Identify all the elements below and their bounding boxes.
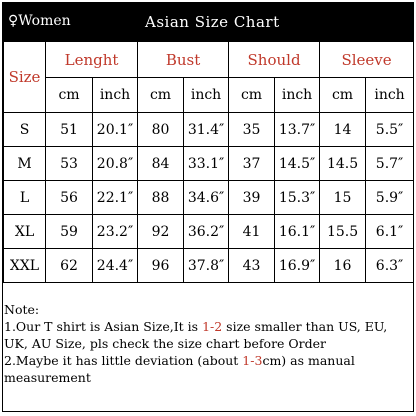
table-cell: 16.1″ — [275, 215, 320, 249]
size-table — [3, 41, 414, 283]
title-bar — [3, 3, 413, 41]
table-cell: 14 — [320, 113, 366, 147]
size-cell: L — [4, 181, 46, 215]
unit-inch: inch — [366, 78, 414, 113]
table-cell: 23.2″ — [93, 215, 138, 249]
size-cell: M — [4, 147, 46, 181]
table-cell: 6.1″ — [366, 215, 414, 249]
table-row — [4, 249, 414, 283]
table-cell: 84 — [138, 147, 184, 181]
table-cell: 36.2″ — [184, 215, 229, 249]
group-bust: Bust — [138, 42, 229, 78]
table-cell: 62 — [46, 249, 93, 283]
group-shoulder: Should — [229, 42, 320, 78]
note-line-1 — [4, 318, 410, 352]
table-cell: 41 — [229, 215, 275, 249]
chart-title: Asian Size Chart — [145, 13, 280, 31]
unit-cm: cm — [46, 78, 93, 113]
table-cell: 14.5″ — [275, 147, 320, 181]
group-sleeve: Sleeve — [320, 42, 414, 78]
note-text: 1.Our T shirt is Asian Size,It is — [4, 319, 203, 334]
table-cell: 35 — [229, 113, 275, 147]
size-header: Size — [4, 42, 46, 113]
note-highlight: 1-3 — [242, 353, 263, 368]
table-cell: 39 — [229, 181, 275, 215]
table-cell: 92 — [138, 215, 184, 249]
table-cell: 15 — [320, 181, 366, 215]
group-header-row — [4, 42, 414, 78]
table-cell: 14.5 — [320, 147, 366, 181]
table-cell: 56 — [46, 181, 93, 215]
size-cell: XL — [4, 215, 46, 249]
table-cell: 5.5″ — [366, 113, 414, 147]
table-cell: 16 — [320, 249, 366, 283]
unit-cm: cm — [138, 78, 184, 113]
table-cell: 96 — [138, 249, 184, 283]
table-cell: 34.6″ — [184, 181, 229, 215]
table-cell: 37 — [229, 147, 275, 181]
table-cell: 13.7″ — [275, 113, 320, 147]
table-cell: 5.7″ — [366, 147, 414, 181]
table-row — [4, 215, 414, 249]
note-text: 2.Maybe it has little deviation (about — [4, 353, 243, 368]
table-cell: 43 — [229, 249, 275, 283]
table-cell: 15.5 — [320, 215, 366, 249]
table-cell: 88 — [138, 181, 184, 215]
group-length: Lenght — [46, 42, 138, 78]
notes — [4, 301, 410, 386]
notes-heading: Note: — [4, 302, 40, 317]
unit-inch: inch — [93, 78, 138, 113]
table-cell: 20.1″ — [93, 113, 138, 147]
unit-cm: cm — [320, 78, 366, 113]
table-cell: 24.4″ — [93, 249, 138, 283]
table-cell: 51 — [46, 113, 93, 147]
table-row — [4, 181, 414, 215]
table-cell: 15.3″ — [275, 181, 320, 215]
table-cell: 59 — [46, 215, 93, 249]
size-cell: S — [4, 113, 46, 147]
size-cell: XXL — [4, 249, 46, 283]
table-cell: 53 — [46, 147, 93, 181]
table-cell: 5.9″ — [366, 181, 414, 215]
unit-inch: inch — [184, 78, 229, 113]
note-text: cm) as manual measurement — [4, 353, 355, 385]
table-cell: 20.8″ — [93, 147, 138, 181]
table-cell: 6.3″ — [366, 249, 414, 283]
table-row — [4, 147, 414, 181]
table-cell: 33.1″ — [184, 147, 229, 181]
table-cell: 80 — [138, 113, 184, 147]
note-line-2 — [4, 352, 410, 386]
note-text: size smaller than US, EU, UK, AU Size, pls check the size chart before Order — [4, 319, 388, 351]
table-cell: 37.8″ — [184, 249, 229, 283]
table-cell: 31.4″ — [184, 113, 229, 147]
unit-header-row — [4, 78, 414, 113]
note-highlight: 1-2 — [202, 319, 223, 334]
table-cell: 22.1″ — [93, 181, 138, 215]
table-row — [4, 113, 414, 147]
women-label: ♀Women — [8, 13, 71, 29]
table-cell: 16.9″ — [275, 249, 320, 283]
unit-inch: inch — [275, 78, 320, 113]
unit-cm: cm — [229, 78, 275, 113]
